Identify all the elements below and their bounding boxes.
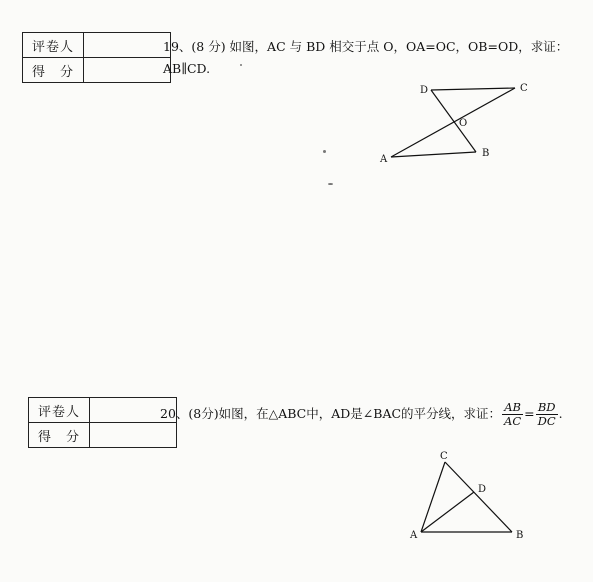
q20-label-C: C	[440, 451, 448, 462]
q20-fraction-right	[536, 401, 558, 428]
q20-score-box	[28, 397, 177, 448]
q20-text	[160, 401, 590, 428]
q19-segment-AB	[391, 152, 476, 157]
q19-score-field[interactable]	[84, 58, 171, 83]
q19-label-A: A	[380, 154, 388, 165]
q20-score-row	[29, 423, 177, 448]
q19-line1: 19、(8 分) 如图，AC 与 BD 相交于点 O，OA=OC，OB=OD，求证：	[163, 39, 569, 54]
q19-score-row	[23, 58, 171, 83]
q20-frac-right-den: DC	[537, 414, 556, 428]
q19-reviewer-row	[23, 33, 171, 58]
q20-frac-left-num: AB	[502, 401, 523, 415]
q20-label-D: D	[478, 484, 487, 495]
q20-equals: =	[524, 406, 535, 421]
q19-label-C: C	[520, 83, 528, 94]
q19-segment-AC	[391, 88, 515, 157]
q20-segment-AD	[421, 492, 474, 532]
q19-text	[163, 36, 583, 80]
scan-speck	[328, 183, 333, 185]
q20-segment-AC	[421, 462, 445, 532]
q20-reviewer-label: 评卷人	[29, 398, 90, 423]
q19-label-B: B	[482, 148, 490, 159]
q19-label-D: D	[420, 85, 429, 96]
q19-reviewer-label: 评卷人	[23, 33, 84, 58]
q20-frac-right-num: BD	[536, 401, 558, 415]
q20-figure	[405, 448, 535, 546]
q20-fraction-left	[502, 401, 523, 428]
q19-score-box	[22, 32, 171, 83]
q19-line2: AB∥CD.	[163, 61, 211, 76]
scan-speck	[323, 150, 326, 153]
q20-segment-CB	[445, 462, 512, 532]
q20-score-label: 得 分	[29, 423, 90, 448]
q20-label-B: B	[516, 530, 524, 541]
q20-text-main: 20、(8分)如图，在△ABC中，AD是∠BAC的平分线，求证：	[160, 406, 502, 421]
q20-end: .	[558, 406, 563, 421]
q20-frac-left-den: AC	[504, 414, 522, 428]
q20-label-A: A	[410, 530, 418, 541]
q19-segment-DC	[431, 88, 515, 90]
q19-figure	[375, 78, 535, 170]
q19-label-O: O	[459, 118, 468, 129]
q20-reviewer-row	[29, 398, 177, 423]
q19-segment-DB	[431, 90, 476, 152]
scan-speck	[240, 64, 242, 66]
q19-score-label: 得 分	[23, 58, 84, 83]
q19-reviewer-field[interactable]	[84, 33, 171, 58]
